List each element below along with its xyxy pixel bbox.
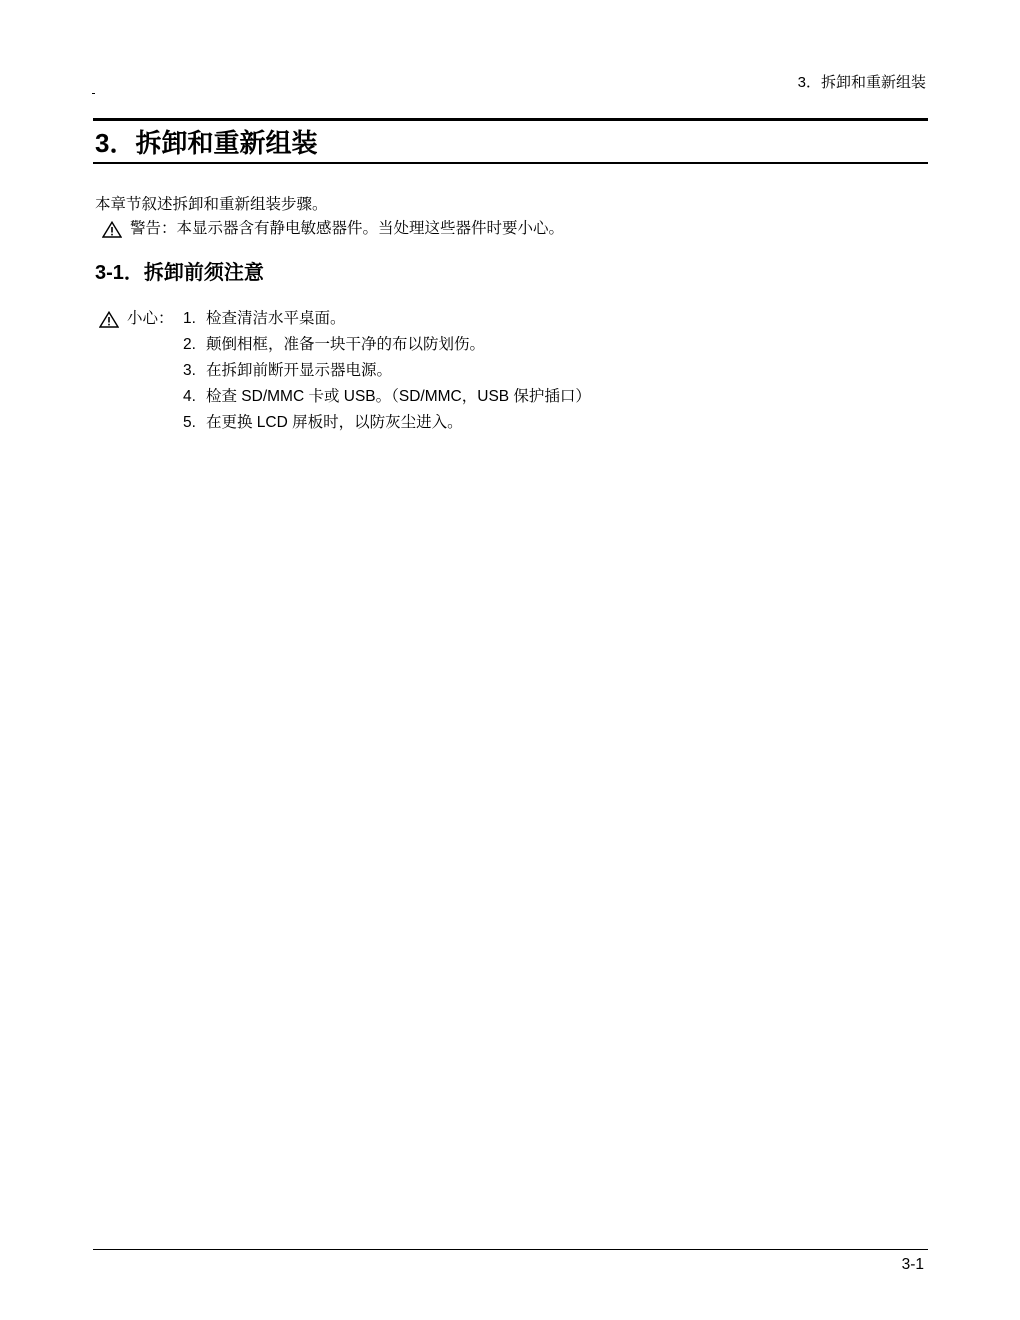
footer-rule xyxy=(93,1249,928,1250)
warning-note xyxy=(102,218,564,240)
caution-list xyxy=(183,306,591,436)
caution-note xyxy=(99,306,176,332)
chapter-intro: 本章节叙述拆卸和重新组装步骤。 xyxy=(95,196,328,213)
list-item-number: 4. xyxy=(183,388,196,405)
list-item-text: 检查 SD/MMC 卡或 USB。（SD/MMC，USB 保护插口） xyxy=(206,388,591,405)
corner-mark xyxy=(92,93,95,94)
list-item xyxy=(183,306,591,332)
list-item xyxy=(183,358,591,384)
list-item-number: 2. xyxy=(183,336,196,353)
list-item-text: 颠倒相框，准备一块干净的布以防划伤。 xyxy=(206,336,486,353)
title-bottom-rule xyxy=(93,162,928,164)
list-item-number: 3. xyxy=(183,362,196,379)
list-item xyxy=(183,410,591,436)
warning-triangle-icon xyxy=(99,311,119,328)
chapter-title: 3．拆卸和重新组装 xyxy=(95,128,318,158)
list-item xyxy=(183,384,591,410)
warning-triangle-icon xyxy=(102,221,122,238)
list-item-text: 在更换 LCD 屏板时，以防灰尘进入。 xyxy=(206,414,463,431)
list-item-text: 在拆卸前断开显示器电源。 xyxy=(206,362,393,379)
list-item xyxy=(183,332,591,358)
warning-text: 警告：本显示器含有静电敏感器件。当处理这些器件时要小心。 xyxy=(130,220,565,237)
title-top-rule xyxy=(93,118,928,121)
caution-label: 小心： xyxy=(127,310,174,327)
list-item-number: 1. xyxy=(183,310,196,327)
list-item-number: 5. xyxy=(183,414,196,431)
list-item-text: 检查清洁水平桌面。 xyxy=(206,310,346,327)
running-header: 3．拆卸和重新组装 xyxy=(797,74,926,91)
page-number: 3-1 xyxy=(901,1256,924,1273)
section-title: 3-1．拆卸前须注意 xyxy=(95,262,264,284)
